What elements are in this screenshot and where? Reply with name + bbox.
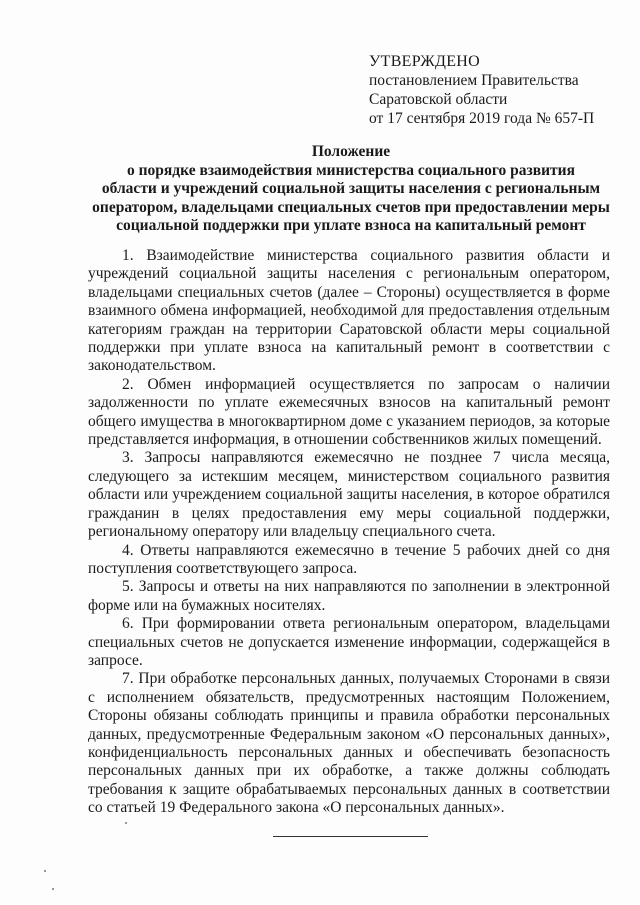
document-title: [90, 143, 612, 236]
document-body: [88, 247, 610, 818]
approval-line-1: постановлением Правительства: [369, 72, 579, 89]
paragraph-4: 4. Ответы направляются ежемесячно в течение 5 рабочих дней со дня поступления соответствующего запроса.: [88, 541, 610, 577]
title-line-4: социальной поддержки при уплате взноса на капитальный ремонт: [116, 217, 586, 234]
paragraph-7: 7. При обработке персональных данных, получаемых Сторонами в связи с исполнением обязательств, предусмотренных настоящим Положением, Стороны обязаны соблюдать принципы и правила обработки персональных данных, предусмотренные Федеральным законом «О персональных данных», конфиденциальность персональных данных и обеспечивать безопасность персональных данных при их обработке, а также должны соблюдать требования к защите обрабатываемых персональных данных в соответствии со статьей 19 Федерального закона «О персональных данных».: [88, 670, 610, 817]
title-line-1: о порядке взаимодействия министерства социального развития: [127, 161, 575, 179]
paragraph-3: 3. Запросы направляются ежемесячно не позднее 7 числа месяца, следующего за истекшим месяцем, министерством социального развития области или учреждением социальной защиты населения, в которое обратился гражданин в целях предоставления ему меры социальной поддержки, региональному оператору или владельцу специального счета.: [88, 449, 610, 541]
title-line-3: оператором, владельцами специальных счетов при предоставлении меры: [92, 198, 610, 216]
paragraph-6: 6. При формировании ответа региональным оператором, владельцами специальных счетов не допускается изменение информации, содержащейся в запросе.: [88, 615, 610, 669]
paragraph-1: 1. Взаимодействие министерства социального развития области и учреждений социальной защиты населения с региональным оператором, владельцами специальных счетов (далее – Стороны) осуществляется в форме взаимного обмена информацией, необходимой для предоставления отдельным категориям граждан на территории Саратовской области меры социальной поддержки при уплате взноса на капитальный ремонт в соответствии с законодательством.: [88, 247, 610, 375]
approval-line-3: от 17 сентября 2019 года № 657-П: [369, 110, 595, 127]
title-line-2: области и учреждений социальной защиты населения с региональным: [101, 180, 601, 197]
scan-speck: [52, 888, 54, 890]
scan-speck: [44, 870, 46, 872]
scan-speck: [125, 822, 127, 824]
approval-line-2: Саратовской области: [369, 91, 508, 108]
paragraph-5: 5. Запросы и ответы на них направляются по заполнении в электронной форме или на бумажных носителях.: [88, 578, 610, 614]
approval-label: УТВЕРЖДЕНО: [369, 53, 481, 70]
paragraph-2: 2. Обмен информацией осуществляется по запросам о наличии задолженности по уплате ежемесячных взносов на капитальный ремонт общего имущества в многоквартирном доме с указанием периодов, за которые представляется информация, в отношении собственников жилых помещений.: [88, 375, 610, 449]
approval-stamp: [369, 52, 629, 128]
closing-rule: [273, 836, 428, 837]
title-heading: Положение: [311, 143, 391, 160]
